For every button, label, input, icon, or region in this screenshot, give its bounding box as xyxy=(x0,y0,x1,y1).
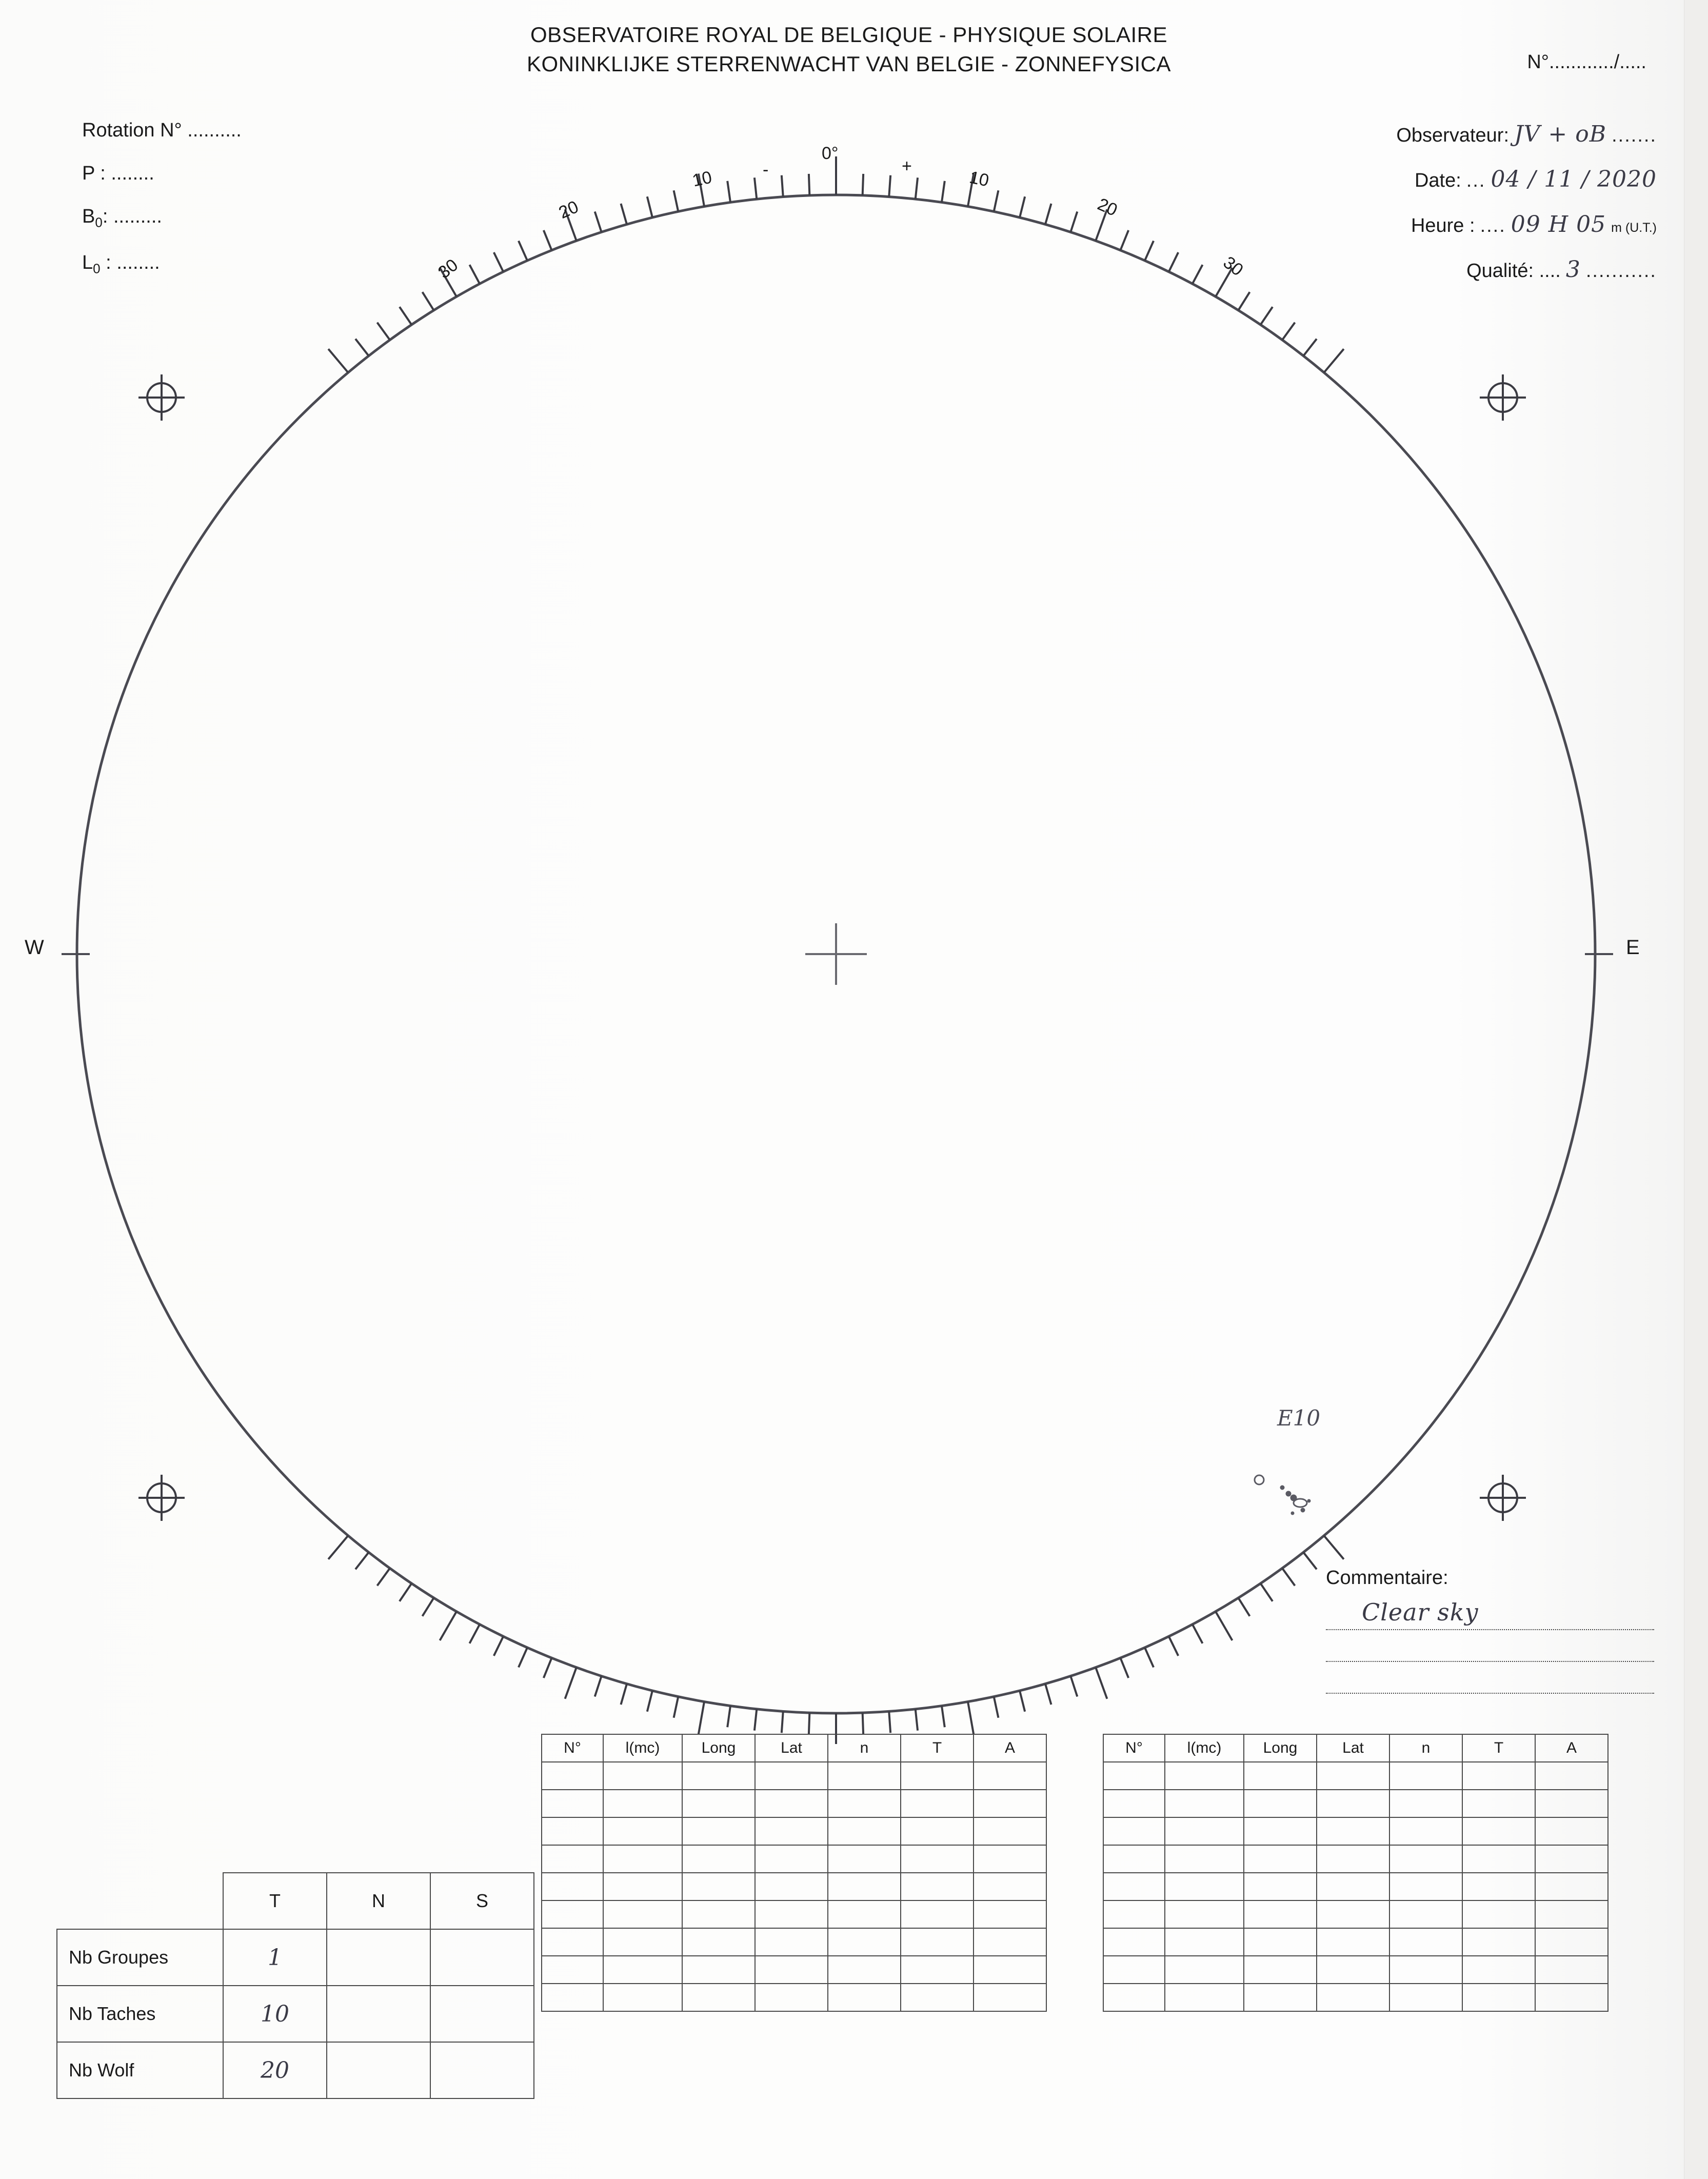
table-row xyxy=(1103,1984,1608,2011)
table-row xyxy=(542,1817,1046,1845)
cell[interactable] xyxy=(1165,1928,1244,1956)
field-date-dots-lead: ... xyxy=(1466,170,1486,191)
table-row xyxy=(542,1762,1046,1790)
cell[interactable] xyxy=(603,1900,682,1928)
summary-spots-n[interactable] xyxy=(327,1986,430,2042)
table-row xyxy=(1103,1900,1608,1928)
spot-table-left[interactable] xyxy=(541,1734,1047,2012)
cell[interactable] xyxy=(755,1928,828,1956)
cell[interactable] xyxy=(603,1928,682,1956)
tick-label-right-10: 10 xyxy=(967,167,991,191)
table-row xyxy=(1103,1790,1608,1817)
cell[interactable] xyxy=(542,1817,603,1845)
field-b0[interactable]: $B_0$: ......... xyxy=(82,206,162,230)
cell[interactable] xyxy=(1244,1956,1317,1984)
col-header-t: T xyxy=(1462,1734,1535,1762)
cell[interactable] xyxy=(1535,1817,1608,1845)
field-time-unit: m (U.T.) xyxy=(1611,221,1657,235)
cell[interactable] xyxy=(1103,1762,1165,1790)
table-row xyxy=(542,1845,1046,1873)
comment-line-2[interactable] xyxy=(1326,1630,1654,1662)
cell[interactable] xyxy=(1165,1762,1244,1790)
cell[interactable] xyxy=(542,1984,603,2011)
col-header-long: Long xyxy=(1244,1734,1317,1762)
summary-row-spots xyxy=(57,1986,534,2042)
cell[interactable] xyxy=(1103,1956,1165,1984)
tick-label-left-20: 20 xyxy=(555,196,582,223)
tick-label-plus: + xyxy=(902,156,912,176)
comment-label: Commentaire: xyxy=(1326,1567,1448,1589)
summary-col-n: N xyxy=(327,1873,430,1929)
col-header-num: N° xyxy=(542,1734,603,1762)
field-date-label: Date: xyxy=(1414,170,1461,191)
tick-label-0: 0° xyxy=(822,144,839,163)
cell[interactable] xyxy=(1244,1790,1317,1817)
compass-label-east: E xyxy=(1626,936,1640,959)
summary-label-spots: Nb Taches xyxy=(57,1986,223,2042)
registration-mark-top-left xyxy=(133,369,190,426)
title-line-fr: OBSERVATOIRE ROYAL DE BELGIQUE - PHYSIQUE SOLAIRE xyxy=(530,23,1168,47)
cell[interactable] xyxy=(1389,1900,1462,1928)
cell[interactable] xyxy=(1389,1928,1462,1956)
cell[interactable] xyxy=(1244,1900,1317,1928)
field-observer-dots: ....... xyxy=(1612,125,1657,146)
cell[interactable] xyxy=(755,1817,828,1845)
summary-spots-s[interactable] xyxy=(430,1986,534,2042)
cell[interactable] xyxy=(1389,1956,1462,1984)
cell[interactable] xyxy=(974,1817,1046,1845)
col-header-t: T xyxy=(901,1734,974,1762)
summary-col-t: T xyxy=(223,1873,327,1929)
cell[interactable] xyxy=(603,1984,682,2011)
cell[interactable] xyxy=(1317,1984,1389,2011)
cell[interactable] xyxy=(901,1900,974,1928)
cell[interactable] xyxy=(1389,1790,1462,1817)
cell[interactable] xyxy=(1165,1956,1244,1984)
disk-center-cross xyxy=(805,923,867,985)
field-rotation[interactable]: Rotation N° .......... xyxy=(82,120,242,141)
cell[interactable] xyxy=(1462,1928,1535,1956)
cell[interactable] xyxy=(1317,1790,1389,1817)
field-observer-label: Observateur: xyxy=(1396,125,1510,146)
cell[interactable] xyxy=(901,1845,974,1873)
table-row xyxy=(1103,1956,1608,1984)
cell[interactable] xyxy=(755,1984,828,2011)
cell[interactable] xyxy=(828,1900,901,1928)
cell[interactable] xyxy=(603,1790,682,1817)
cell[interactable] xyxy=(1389,1762,1462,1790)
cell[interactable] xyxy=(974,1956,1046,1984)
cell[interactable] xyxy=(1389,1873,1462,1900)
summary-row-groups xyxy=(57,1929,534,1986)
cell[interactable] xyxy=(828,1762,901,1790)
cell[interactable] xyxy=(542,1762,603,1790)
cell[interactable] xyxy=(682,1928,755,1956)
field-l0[interactable]: $L_0$ : ........ xyxy=(82,251,160,276)
summary-wolf-n[interactable] xyxy=(327,2042,430,2098)
cell[interactable] xyxy=(1103,1984,1165,2011)
cell[interactable] xyxy=(1462,1873,1535,1900)
cell[interactable] xyxy=(1462,1984,1535,2011)
cell[interactable] xyxy=(1244,1817,1317,1845)
summary-groups-s[interactable] xyxy=(430,1929,534,1986)
cell[interactable] xyxy=(1103,1928,1165,1956)
table-row xyxy=(542,1790,1046,1817)
cell[interactable] xyxy=(1317,1900,1389,1928)
col-header-a: A xyxy=(1535,1734,1608,1762)
summary-row-wolf xyxy=(57,2042,534,2098)
cell[interactable] xyxy=(1462,1845,1535,1873)
col-header-n: n xyxy=(828,1734,901,1762)
cell[interactable] xyxy=(755,1873,828,1900)
cell[interactable] xyxy=(1244,1845,1317,1873)
col-header-a: A xyxy=(974,1734,1046,1762)
cell[interactable] xyxy=(1103,1873,1165,1900)
table-row xyxy=(1103,1873,1608,1900)
tick-label-minus: - xyxy=(763,160,769,180)
cell[interactable] xyxy=(1165,1984,1244,2011)
summary-wolf-s[interactable] xyxy=(430,2042,534,2098)
title-line-nl: KONINKLIJKE STERRENWACHT VAN BELGIE - ZONNEFYSICA xyxy=(527,51,1171,76)
spot-table-right[interactable] xyxy=(1103,1734,1608,2012)
field-time-label: Heure : xyxy=(1411,215,1475,236)
cell[interactable] xyxy=(1103,1817,1165,1845)
cell[interactable] xyxy=(828,1956,901,1984)
tick-label-right-30: 30 xyxy=(1219,252,1247,280)
cell[interactable] xyxy=(1535,1956,1608,1984)
comment-line-1-value: Clear sky xyxy=(1362,1598,1479,1626)
cell[interactable] xyxy=(1535,1762,1608,1790)
cell[interactable] xyxy=(682,1762,755,1790)
comment-line-3[interactable] xyxy=(1326,1662,1654,1694)
summary-label-wolf: Nb Wolf xyxy=(57,2042,223,2098)
cell[interactable] xyxy=(974,1873,1046,1900)
cell[interactable] xyxy=(1535,1790,1608,1817)
table-row xyxy=(1103,1762,1608,1790)
cell[interactable] xyxy=(755,1900,828,1928)
summary-groups-t[interactable]: 1 xyxy=(223,1929,327,1986)
limb-ticks-top xyxy=(328,156,1344,372)
cell[interactable] xyxy=(755,1790,828,1817)
cell[interactable] xyxy=(603,1845,682,1873)
cell[interactable] xyxy=(682,1817,755,1845)
cell[interactable] xyxy=(542,1873,603,1900)
sunspot-group-drawing xyxy=(1255,1475,1310,1515)
col-header-long: Long xyxy=(682,1734,755,1762)
cell[interactable] xyxy=(828,1845,901,1873)
registration-mark-bottom-right xyxy=(1475,1470,1531,1526)
comment-block xyxy=(1326,1567,1654,1694)
cell[interactable] xyxy=(901,1928,974,1956)
cell[interactable] xyxy=(542,1900,603,1928)
cell[interactable] xyxy=(542,1790,603,1817)
col-header-n: n xyxy=(1389,1734,1462,1762)
cell[interactable] xyxy=(1389,1845,1462,1873)
sunspot-group-label: E10 xyxy=(1277,1405,1321,1431)
cell[interactable] xyxy=(1165,1790,1244,1817)
cell[interactable] xyxy=(1535,1900,1608,1928)
cell[interactable] xyxy=(755,1845,828,1873)
cell[interactable] xyxy=(1103,1900,1165,1928)
cell[interactable] xyxy=(1462,1956,1535,1984)
cell[interactable] xyxy=(1244,1928,1317,1956)
cell[interactable] xyxy=(1244,1762,1317,1790)
cell[interactable] xyxy=(682,1873,755,1900)
cell[interactable] xyxy=(974,1984,1046,2011)
field-date-value: 04 / 11 / 2020 xyxy=(1491,166,1657,192)
cell[interactable] xyxy=(603,1956,682,1984)
cell[interactable] xyxy=(1103,1790,1165,1817)
cell[interactable] xyxy=(1535,1928,1608,1956)
cell[interactable] xyxy=(542,1956,603,1984)
cell[interactable] xyxy=(542,1845,603,1873)
tick-label-left-10: 10 xyxy=(690,167,714,191)
cell[interactable] xyxy=(603,1873,682,1900)
table-header-row xyxy=(542,1734,1046,1762)
cell[interactable] xyxy=(1535,1984,1608,2011)
table-row xyxy=(542,1873,1046,1900)
summary-label-groups: Nb Groupes xyxy=(57,1929,223,1986)
summary-table[interactable] xyxy=(56,1872,534,2099)
tick-label-left-30: 30 xyxy=(434,255,462,283)
compass-label-west: W xyxy=(25,936,44,959)
table-row xyxy=(1103,1928,1608,1956)
summary-corner-cell xyxy=(57,1873,223,1929)
registration-mark-top-right xyxy=(1475,369,1531,426)
table-row xyxy=(542,1984,1046,2011)
summary-groups-n[interactable] xyxy=(327,1929,430,1986)
cell[interactable] xyxy=(828,1790,901,1817)
field-quality-label: Qualité: .... xyxy=(1466,260,1561,282)
table-header-row xyxy=(1103,1734,1608,1762)
cell[interactable] xyxy=(1165,1845,1244,1873)
cell[interactable] xyxy=(1535,1845,1608,1873)
cell[interactable] xyxy=(603,1817,682,1845)
cell[interactable] xyxy=(1462,1790,1535,1817)
field-p[interactable]: P : ........ xyxy=(82,163,154,184)
cell[interactable] xyxy=(974,1762,1046,1790)
cell[interactable] xyxy=(828,1928,901,1956)
col-header-lat: Lat xyxy=(755,1734,828,1762)
cell[interactable] xyxy=(828,1817,901,1845)
cell[interactable] xyxy=(755,1956,828,1984)
cell[interactable] xyxy=(682,1956,755,1984)
field-quality-dots: ........... xyxy=(1585,260,1657,282)
cell[interactable] xyxy=(682,1984,755,2011)
cell[interactable] xyxy=(901,1873,974,1900)
cell[interactable] xyxy=(1535,1873,1608,1900)
cell[interactable] xyxy=(974,1845,1046,1873)
cell[interactable] xyxy=(901,1790,974,1817)
col-header-lmc: l(mc) xyxy=(603,1734,682,1762)
cell[interactable] xyxy=(1462,1762,1535,1790)
cell[interactable] xyxy=(1462,1817,1535,1845)
table-row xyxy=(542,1956,1046,1984)
comment-line-1[interactable] xyxy=(1326,1598,1654,1630)
cell[interactable] xyxy=(1165,1817,1244,1845)
field-time-value: 09 H 05 xyxy=(1511,211,1606,237)
cell[interactable] xyxy=(1317,1928,1389,1956)
field-quality-value: 3 xyxy=(1565,256,1581,283)
cell[interactable] xyxy=(1462,1900,1535,1928)
cell[interactable] xyxy=(901,1984,974,2011)
col-header-lat: Lat xyxy=(1317,1734,1389,1762)
cell[interactable] xyxy=(1317,1873,1389,1900)
cell[interactable] xyxy=(755,1762,828,1790)
cell[interactable] xyxy=(901,1762,974,1790)
cell[interactable] xyxy=(901,1817,974,1845)
col-header-lmc: l(mc) xyxy=(1165,1734,1244,1762)
cell[interactable] xyxy=(682,1900,755,1928)
cell[interactable] xyxy=(1389,1817,1462,1845)
table-row xyxy=(542,1900,1046,1928)
field-observer-value: JV + oB xyxy=(1514,121,1607,147)
cell[interactable] xyxy=(542,1928,603,1956)
cell[interactable] xyxy=(1317,1956,1389,1984)
cell[interactable] xyxy=(1317,1817,1389,1845)
cell[interactable] xyxy=(1165,1900,1244,1928)
table-row xyxy=(542,1928,1046,1956)
cell[interactable] xyxy=(682,1790,755,1817)
cell[interactable] xyxy=(682,1845,755,1873)
cell[interactable] xyxy=(828,1873,901,1900)
summary-header-row xyxy=(57,1873,534,1929)
cell[interactable] xyxy=(1317,1845,1389,1873)
field-time-dots-lead: .... xyxy=(1480,215,1506,236)
cell[interactable] xyxy=(1389,1984,1462,2011)
form-number-field[interactable]: N°............/..... xyxy=(1527,51,1646,73)
cell[interactable] xyxy=(974,1790,1046,1817)
cell[interactable] xyxy=(603,1762,682,1790)
table-row xyxy=(1103,1817,1608,1845)
summary-col-s: S xyxy=(430,1873,534,1929)
cell[interactable] xyxy=(901,1956,974,1984)
cell[interactable] xyxy=(1165,1873,1244,1900)
col-header-num: N° xyxy=(1103,1734,1165,1762)
cell[interactable] xyxy=(974,1900,1046,1928)
cell[interactable] xyxy=(1244,1873,1317,1900)
summary-spots-t[interactable]: 10 xyxy=(223,1986,327,2042)
table-row xyxy=(1103,1845,1608,1873)
registration-mark-bottom-left xyxy=(133,1470,190,1526)
cell[interactable] xyxy=(1244,1984,1317,2011)
cell[interactable] xyxy=(1103,1845,1165,1873)
summary-wolf-t[interactable]: 20 xyxy=(223,2042,327,2098)
tick-label-right-20: 20 xyxy=(1095,194,1121,221)
cell[interactable] xyxy=(1317,1762,1389,1790)
cell[interactable] xyxy=(974,1928,1046,1956)
cell[interactable] xyxy=(828,1984,901,2011)
